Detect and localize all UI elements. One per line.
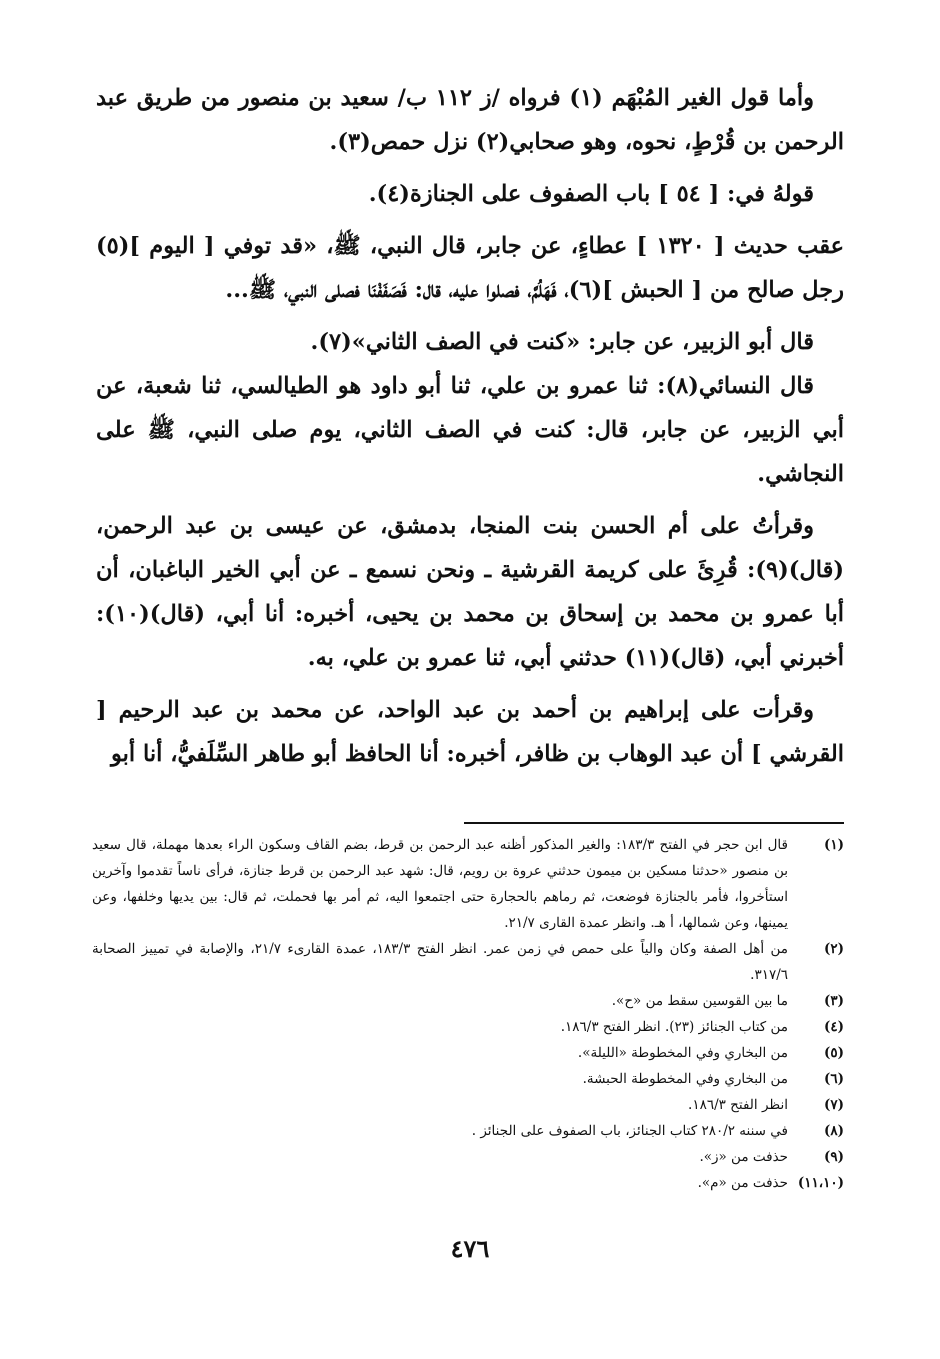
footnote-text: من البخاري وفي المخطوطة الحبشة. — [582, 1071, 788, 1087]
footnotes — [92, 832, 844, 1196]
footnote-2 — [92, 936, 844, 988]
footnote-number: (٥) — [823, 1045, 844, 1061]
footnote-3 — [92, 988, 844, 1014]
footnote-text: حذفت من «ز». — [699, 1149, 788, 1165]
footnote-text: من كتاب الجنائز (٢٣). انظر الفتح ١٨٦/٣. — [560, 1019, 788, 1035]
footnote-number: (٤) — [823, 1019, 844, 1035]
footnote-number: (١١،١٠) — [797, 1175, 844, 1191]
page-number: ٤٧٦ — [450, 1234, 490, 1263]
footnote-number: (١) — [823, 837, 844, 853]
footnote-number: (٣) — [823, 993, 844, 1009]
footnote-8 — [92, 1118, 844, 1144]
paragraph-4: قال أبو الزبير، عن جابر: «كنت في الصف الثاني»(٧). — [310, 329, 814, 355]
paragraph-5: قال النسائي(٨): ثنا عمرو بن علي، ثنا أبو داود هو الطيالسي، ثنا شعبة، عن أبي الزبير، عن جابر، قال: كنت في الصف الثاني، يوم صلى النبي، ﷺ على النجاشي. — [96, 373, 844, 487]
paragraph-7: وقرأت على إبراهيم بن أحمد بن عبد الواحد، عن محمد بن عبد الرحيم [ القرشي ] أن عبد الوهاب بن ظافر، أخبره: أنا الحافظ أبو طاهر السِّلَفيُّ، أنا أبو — [96, 697, 844, 767]
footnote-text: من البخاري وفي المخطوطة «الليلة». — [577, 1045, 788, 1061]
footnote-4 — [92, 1014, 844, 1040]
footnote-5 — [92, 1040, 844, 1066]
footnote-text: انظر الفتح ١٨٦/٣. — [688, 1097, 788, 1113]
paragraph-3: عقب حديث [ ١٣٢٠ ] عطاءٍ، عن جابر، قال النبي، ﷺ، «قد توفي [ اليوم ](٥) رجل صالح من [ الحبش ](٦)، فَهَلُمَّ، فصلوا عليه، قال: فَصَفَفْنَا فصلى النبي، ﷺ... — [96, 233, 844, 303]
footnote-1 — [92, 832, 844, 936]
footnote-text: ما بين القوسين سقط من «ح». — [611, 993, 788, 1009]
footnote-7 — [92, 1092, 844, 1118]
paragraph-1: وأما قول الغير المُبْهَم (١) فرواه /ز ١١٢ ب/ سعيد بن منصور من طريق عبد الرحمن بن قُرْطٍ، نحوه، وهو صحابي(٢) نزل حمص(٣). — [96, 85, 844, 155]
footnote-text: قال ابن حجر في الفتح ١٨٣/٣: والغير المذكور أظنه عبد الرحمن بن قرط، بضم القاف وسكون الراء بعدها مهملة، قال سعيد بن منصور «حدثنا مسكين بن ميمون حدثني عروة بن رويم، قال: شهد عبد الرحمن بن قرط جنازة، فرأى ناساً تقدموا وآخرين استأخروا، فأمر بالجنازة فوضعت، ثم رماهم بالحجارة حتى اجتمعوا اليه، ثم أمر بها فحملت، ثم قال: بين يديها وخلفها، وعن يمينها، وعن شمالها، أ هـ. وانظر عمدة القارى ٢١/٧. — [92, 837, 788, 931]
footnote-number: (٧) — [823, 1097, 844, 1113]
footnote-divider — [464, 822, 844, 824]
footnote-9 — [92, 1144, 844, 1170]
footnote-6 — [92, 1066, 844, 1092]
paragraph-2: قولهُ في: [ ٥٤ ] باب الصفوف على الجنازة(٤). — [368, 181, 814, 207]
footnote-text: حذفت من «م». — [697, 1175, 788, 1191]
footnote-number: (٩) — [823, 1149, 844, 1165]
footnote-text: في سننه ٢٨٠/٢ كتاب الجنائز، باب الصفوف على الجنائز . — [471, 1123, 788, 1139]
main-text — [96, 76, 844, 776]
footnote-10 — [92, 1170, 844, 1196]
footnote-number: (٨) — [823, 1123, 844, 1139]
footnote-number: (٦) — [823, 1071, 844, 1087]
footnote-number: (٢) — [823, 941, 844, 957]
paragraph-6: وقرأتُ على أم الحسن بنت المنجا، بدمشق، عن عيسى بن عبد الرحمن، (قال)(٩): قُرِئَ على كريمة القرشية ـ ونحن نسمع ـ عن أبي الخير الباغبان، أن أبا عمرو بن محمد بن إسحاق بن محمد بن يحيى، أخبره: أنا أبي، (قال)(١٠): أخبرني أبي، (قال)(١١) حدثني أبي، ثنا عمرو بن علي، به. — [96, 513, 844, 671]
footnote-text: من أهل الصفة وكان والياً على حمص في زمن عمر. انظر الفتح ١٨٣/٣، عمدة القارىء ٢١/٧، والإصابة في تمييز الصحابة ٣١٧/٦. — [92, 941, 788, 983]
